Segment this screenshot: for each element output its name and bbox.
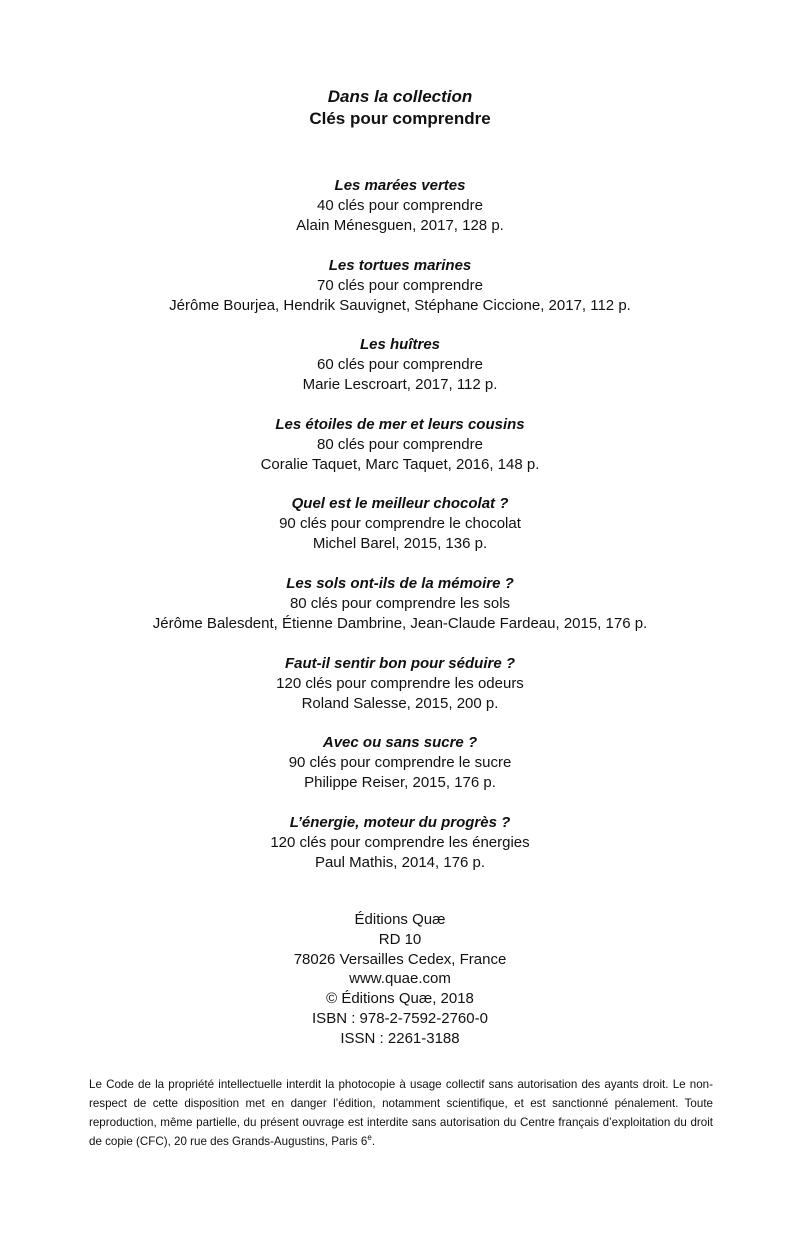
legal-text: Le Code de la propriété intellectuelle interdit la photocopie à usage collectif sans autorisation des ayants droit. Le non-respect de cette disposition met en danger l’édition, notamment scientifique, et est sanctionné pénalement. Toute reproduction, même partielle, du présent ouvrage est interdite sans autorisation du Centre français d’exploitation du droit de copie (CFC), 20 rue des Grands-Augustins, Paris 6: [89, 1078, 713, 1148]
publisher-info: [0, 910, 800, 1049]
book-details: Roland Salesse, 2015, 200 p.: [301, 694, 499, 712]
book-entry: [0, 415, 800, 495]
book-title: Les sols ont-ils de la mémoire ?: [286, 574, 514, 592]
book-details: Coralie Taquet, Marc Taquet, 2016, 148 p.: [260, 455, 540, 473]
book-subtitle: 70 clés pour comprendre: [317, 276, 483, 294]
collection-intro: Dans la collection: [327, 87, 473, 106]
book-details: Jérôme Balesdent, Étienne Dambrine, Jean-Claude Fardeau, 2015, 176 p.: [152, 614, 648, 632]
book-entry: [0, 654, 800, 734]
book-title: Les huîtres: [359, 336, 441, 354]
book-title: Les tortues marines: [328, 256, 472, 274]
book-details: Paul Mathis, 2014, 176 p.: [314, 853, 486, 871]
book-details: Michel Barel, 2015, 136 p.: [312, 535, 488, 553]
legal-end: .: [371, 1135, 376, 1148]
issn-line: ISSN : 2261-3188: [340, 1029, 460, 1047]
collection-header: [0, 86, 800, 130]
book-details: Alain Ménesguen, 2017, 128 p.: [296, 217, 504, 234]
book-title: L’énergie, moteur du progrès ?: [289, 813, 511, 831]
book-subtitle: 90 clés pour comprendre le chocolat: [279, 515, 521, 533]
book-details: Marie Lescroart, 2017, 112 p.: [302, 376, 498, 394]
book-subtitle: 60 clés pour comprendre: [317, 356, 483, 374]
copyright-line: © Éditions Quæ, 2018: [326, 990, 474, 1008]
isbn-line: ISBN : 978-2-7592-2760-0: [312, 1009, 488, 1027]
legal-superscript: e: [367, 1133, 372, 1143]
book-title: Faut-il sentir bon pour séduire ?: [284, 654, 515, 672]
book-entry: [0, 335, 800, 415]
book-subtitle: 90 clés pour comprendre le sucre: [288, 754, 512, 772]
book-title: Les étoiles de mer et leurs cousins: [275, 415, 525, 433]
publisher-road: RD 10: [378, 930, 422, 948]
book-title: Avec ou sans sucre ?: [322, 734, 478, 752]
book-entry: [0, 494, 800, 574]
book-entry: [0, 813, 800, 893]
book-subtitle: 80 clés pour comprendre: [317, 435, 483, 453]
publisher-name: Éditions Quæ: [354, 911, 446, 928]
book-details: Jérôme Bourjea, Hendrik Sauvignet, Stéphane Ciccione, 2017, 112 p.: [169, 296, 631, 314]
book-entry: [0, 256, 800, 336]
book-title: Quel est le meilleur chocolat ?: [291, 495, 509, 513]
book-entry: [0, 574, 800, 654]
publisher-city: 78026 Versailles Cedex, France: [293, 950, 507, 968]
book-subtitle: 40 clés pour comprendre: [317, 197, 483, 214]
collection-name: Clés pour comprendre: [309, 109, 491, 128]
book-subtitle: 80 clés pour comprendre les sols: [289, 594, 511, 612]
book-subtitle: 120 clés pour comprendre les odeurs: [276, 674, 524, 692]
book-entry: [0, 176, 800, 256]
publisher-website: www.quae.com: [349, 970, 451, 988]
legal-notice: [89, 1075, 713, 1151]
book-subtitle: 120 clés pour comprendre les énergies: [270, 833, 530, 851]
book-list: [0, 176, 800, 892]
book-title: Les marées vertes: [334, 177, 466, 194]
book-details: Philippe Reiser, 2015, 176 p.: [304, 774, 496, 792]
book-entry: [0, 733, 800, 813]
